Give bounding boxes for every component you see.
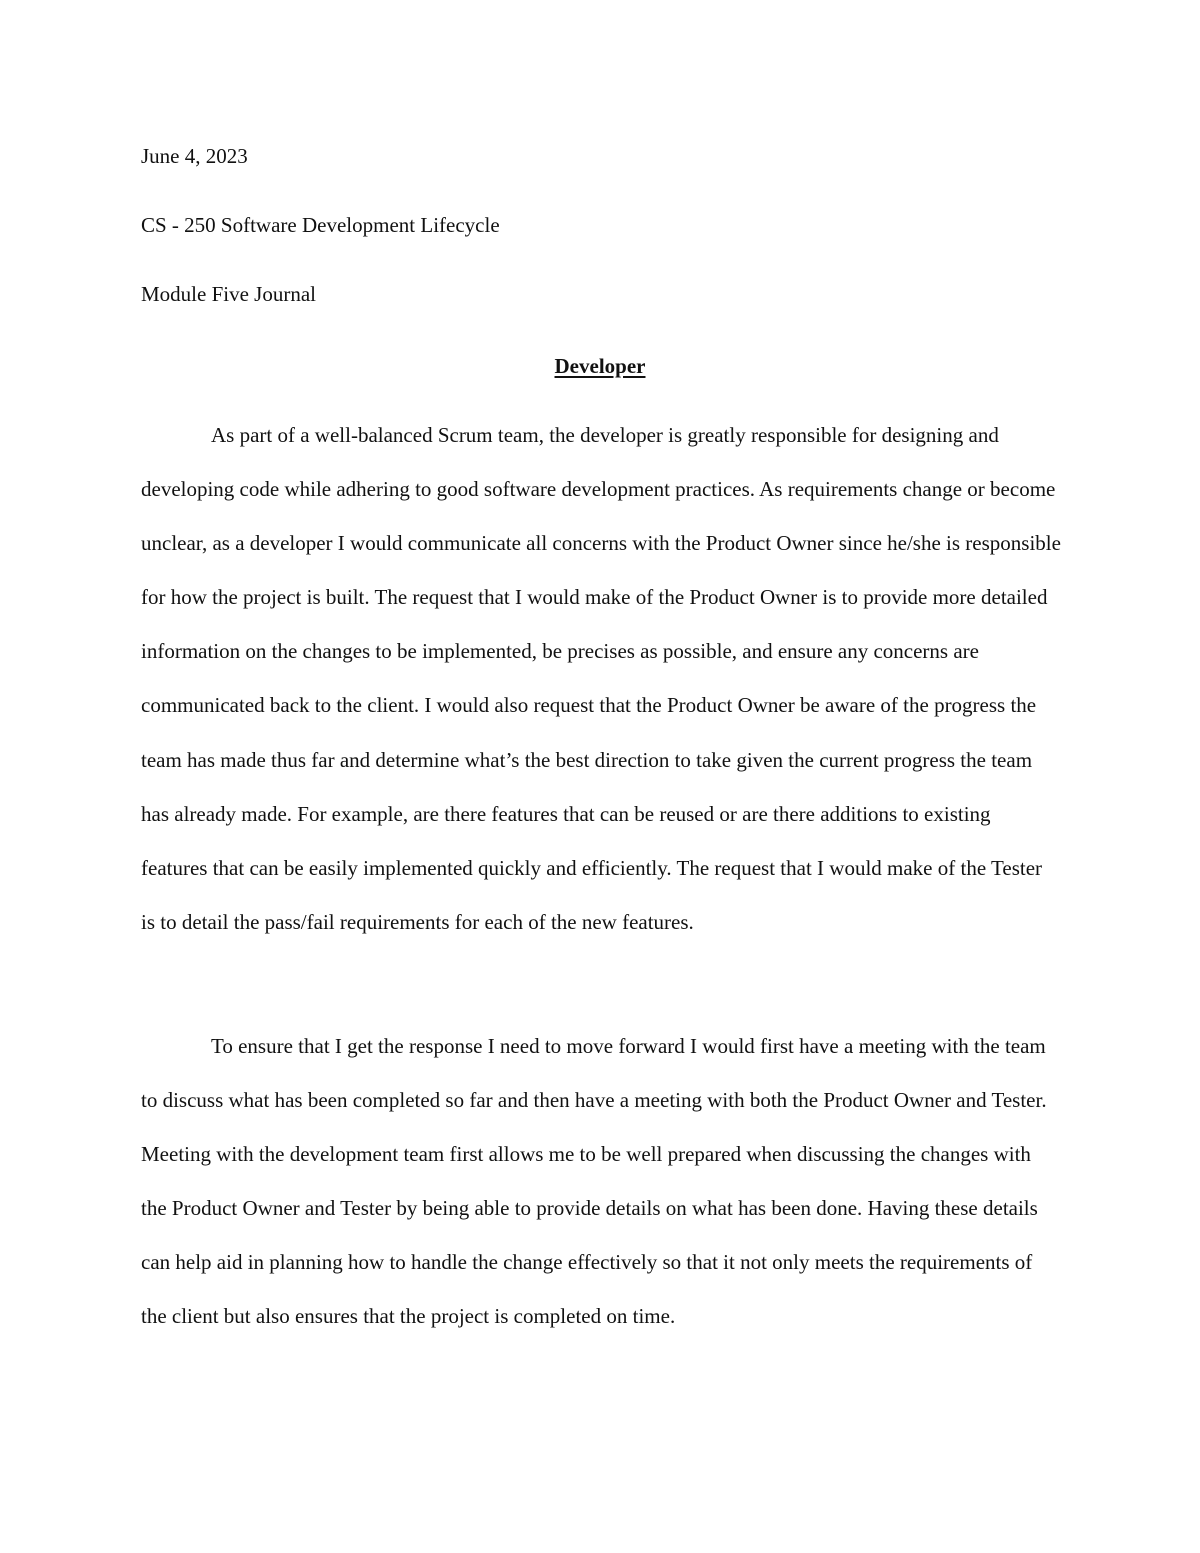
date-line: June 4, 2023	[141, 144, 248, 168]
course-line: CS - 250 Software Development Lifecycle	[141, 213, 500, 237]
assignment-line: Module Five Journal	[141, 282, 316, 306]
paragraph-1: As part of a well-balanced Scrum team, the developer is greatly responsible for designing and developing code while adhering to good software development practices. As requirements change or become unclear, as a developer I would communicate all concerns with the Product Owner since he/she is responsible for how the project is built. The request that I would make of the Product Owner is to provide more detailed information on the changes to be implemented, be precises as possible, and ensure any concerns are communicated back to the client. I would also request that the Product Owner be aware of the progress the team has made thus far and determine what’s the best direction to take given the current progress the team has already made. For example, are there features that can be reused or are there additions to existing features that can be easily implemented quickly and efficiently. The request that I would make of the Tester is to detail the pass/fail requirements for each of the new features.	[141, 423, 1061, 934]
section-heading: Developer	[554, 354, 646, 378]
paragraph-2: To ensure that I get the response I need to move forward I would first have a meeting with the team to discuss what has been completed so far and then have a meeting with both the Product Owner and Tester. Meeting with the development team first allows me to be well prepared when discussing the changes with the Product Owner and Tester by being able to provide details on what has been done. Having these details can help aid in planning how to handle the change effectively so that it not only meets the requirements of the client but also ensures that the project is completed on time.	[141, 1034, 1047, 1329]
